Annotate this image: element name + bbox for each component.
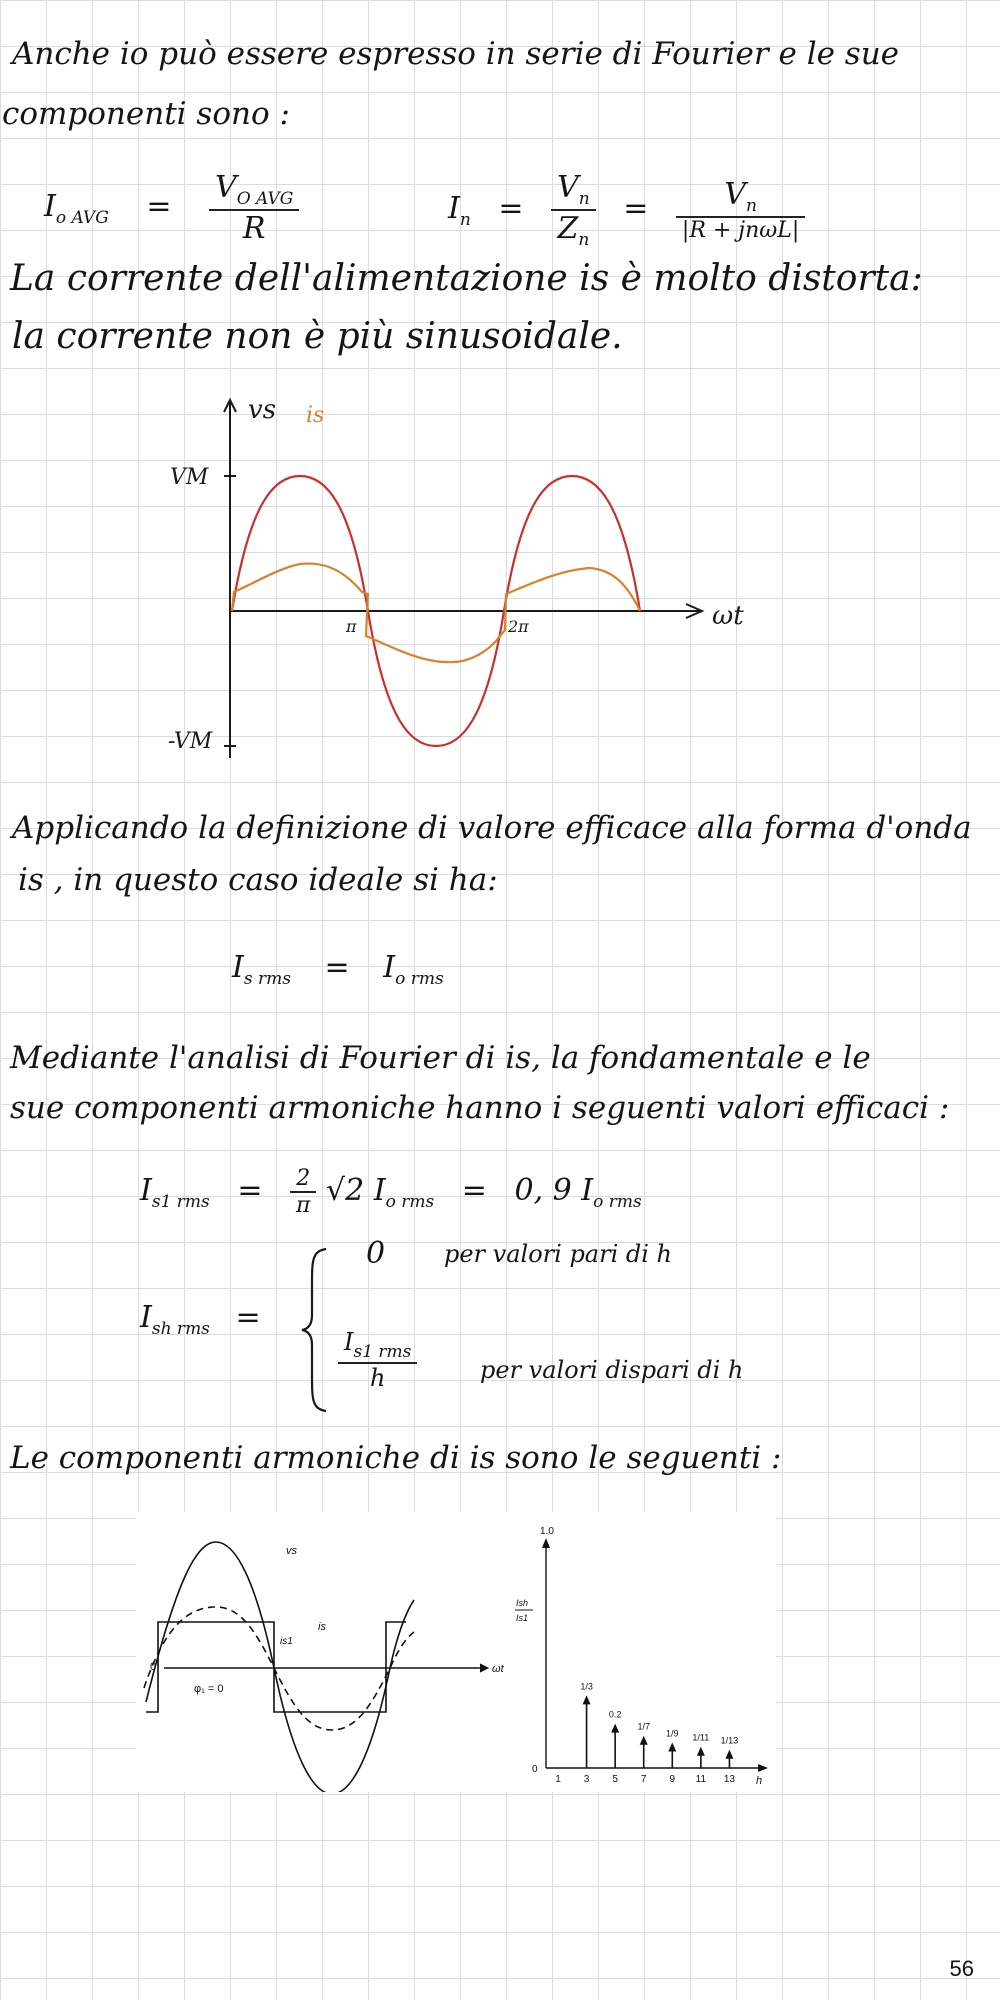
plot1-is-label: is (306, 403, 325, 428)
piecewise-brace (300, 1245, 330, 1415)
equation-in: $I_n$ = $\frac{V_n}{Z_n}$ = $\frac{V_n}{\text{|R + jnωL|}}$ (448, 170, 805, 250)
spectrum-tick-label-h-7: 7 (640, 1774, 647, 1785)
spectrum-tick-label-h-9: 9 (669, 1774, 676, 1785)
spectrum-x-label: h (756, 1775, 763, 1787)
harmonics-figure (136, 1512, 776, 1792)
fourier-line-1: Mediante l'analisi di Fourier di is, la fondamentale e le (10, 1040, 871, 1076)
spectrum-tick-label-h-1: 1 (555, 1774, 561, 1785)
equation-ish-rms-lhs: $I_{sh rms}$ = (140, 1300, 261, 1339)
spectrum-bar-arrow-icon (583, 1695, 591, 1704)
spectrum-value-label-h-9: 1/9 (666, 1728, 679, 1739)
distorted-line-1: La corrente dell'alimentazione is è molto distorta: (10, 258, 923, 299)
spectrum-value-label-h-3: 1/3 (580, 1681, 593, 1692)
fig-is1-label: is1 (280, 1636, 293, 1647)
spectrum-ylabel-numerator: Ish (516, 1598, 529, 1608)
fraction-vn-over-zn: $\frac{V_n}{Z_n}$ (551, 170, 596, 250)
fraction-vn-over-impedance: $\frac{V_n}{\text{|R + jnωL|}}$ (676, 177, 805, 243)
distorted-line-2: la corrente non è più sinusoidale. (12, 316, 623, 357)
is-waveform (232, 564, 640, 663)
fig-left-zero-label: 0 (150, 1661, 157, 1673)
spectrum-y-top-label: 1.0 (540, 1526, 554, 1537)
page-number: 56 (949, 1956, 974, 1981)
plot1-vs-label: vs (248, 395, 277, 425)
spectrum-zero-label: 0 (532, 1764, 538, 1775)
plot1-neg-vm-label: -VM (168, 729, 213, 754)
piecewise-case-odd-text: per valori dispari di h (480, 1356, 744, 1384)
fig-is-label: is (318, 1621, 326, 1633)
equation-is-rms: $I_{s rms} = I_{o rms}$ (232, 950, 444, 989)
spectrum-bars (555, 1681, 738, 1785)
equation-io-avg: $I_{o AVG}$ = $\frac{V_{O AVG}}{R}$ (44, 170, 299, 246)
fraction-vo-avg-over-r: $\frac{V_{O AVG}}{R}$ (209, 170, 299, 246)
spectrum-value-label-h-5: 0.2 (608, 1709, 622, 1720)
piecewise-case-even-value: 0 (366, 1236, 386, 1271)
fig-vs-label: vs (286, 1545, 297, 1557)
spectrum-bar-arrow-icon (640, 1736, 648, 1745)
spectrum-value-label-h-11: 1/11 (692, 1732, 710, 1743)
intro-line-2: componenti sono : (2, 96, 290, 132)
spectrum-value-label-h-13: 1/13 (720, 1735, 739, 1746)
spectrum-tick-label-h-5: 5 (612, 1774, 618, 1785)
fraction-2-over-pi: $\frac{2}{\pi}$ (290, 1166, 316, 1218)
rms-line-2: is , in questo caso ideale si ha: (18, 862, 498, 898)
spectrum-bar-arrow-icon (697, 1747, 705, 1756)
plot1-pi-label: π (346, 617, 357, 636)
spectrum-tick-label-h-13: 13 (723, 1774, 735, 1785)
intro-line-1: Anche io può essere espresso in serie di Fourier e le sue (12, 36, 900, 72)
spectrum-x-arrow-icon (758, 1764, 768, 1772)
spectrum-bar-arrow-icon (725, 1750, 733, 1759)
fig-left-omega-t-label: ωt (492, 1663, 504, 1675)
fig-phi-label: φ₁ = 0 (194, 1683, 224, 1695)
spectrum-tick-label-h-11: 11 (695, 1774, 707, 1785)
figure-right-spectrum (136, 1512, 776, 1792)
harmonics-intro: Le componenti armoniche di is sono le seguenti : (10, 1440, 782, 1476)
piecewise-case-even-text: per valori pari di h (444, 1240, 673, 1268)
spectrum-tick-label-h-3: 3 (583, 1774, 590, 1785)
spectrum-value-label-h-7: 1/7 (637, 1721, 650, 1732)
waveform-plot-vs-is (0, 380, 1000, 780)
fourier-line-2: sue componenti armoniche hanno i seguenti valori efficaci : (10, 1090, 950, 1126)
piecewise-case-odd-fraction: $\frac{I_{s1 rms}}{h}$ (338, 1328, 417, 1392)
plot1-omega-t-label: ωt (712, 601, 744, 631)
rms-line-1: Applicando la definizione di valore efficace alla forma d'onda (12, 810, 972, 846)
equation-is1-rms: $I_{s1 rms}$ = $\frac{2}{\pi}$ √2 $I_{o rms} = 0$, 9 $I_{o rms}$ (140, 1166, 642, 1218)
spectrum-bar-arrow-icon (668, 1742, 676, 1751)
plot1-2pi-label: 2π (508, 617, 529, 636)
spectrum-y-arrow-icon (542, 1538, 550, 1548)
spectrum-bar-arrow-icon (611, 1724, 619, 1733)
spectrum-ylabel-denominator: Is1 (516, 1613, 529, 1623)
plot1-vm-label: VM (170, 465, 209, 490)
